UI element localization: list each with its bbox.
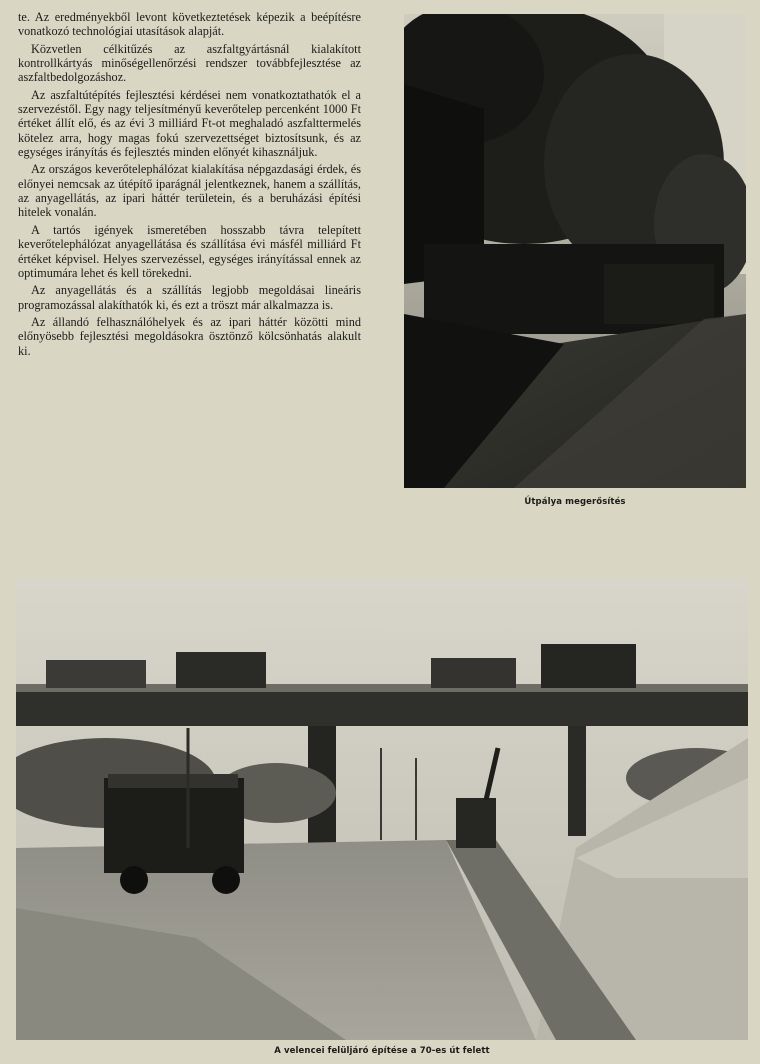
article-paragraph: Az állandó felhasználóhelyek és az ipari háttér közötti mind előnyösebb fejlesztési megoldásokra ösztönző kölcsönhatás alakult ki. — [18, 314, 361, 358]
photo-caption: Útpálya megerősítés — [524, 497, 626, 507]
photo-caption: A velencei felüljáró építése a 70-es út felett — [274, 1046, 490, 1056]
article-paragraph: Az aszfaltútépítés fejlesztési kérdései nem vonatkoztathatók el a szervezéstől. Egy nagy teljesítményű keverőtelep percenként 1000 Ft értéket állít elő, és az évi 3 milliárd Ft-ot meghaladó aszfalttermelés kötelez arra, hogy magas fokú szervezettséget biztosítsunk, és az egységes irányítás és fejlesztés minden előnyét kihasználjuk. — [18, 87, 361, 160]
article-paragraph: Közvetlen célkitűzés az aszfaltgyártásnál kialakított kontrollkártyás minőségellenőrzési rendszer továbbfejlesztése az aszfaltbedolgozáshoz. — [18, 41, 361, 85]
article-paragraph: Az országos keverőtelephálózat kialakítása népgazdasági érdek, és előnyei nemcsak az útépítő iparágnál jelentkeznek, hanem a szállítás, az anyagellátás, az ipari háttér területein, és a beruházási építési hitelek vonalán. — [18, 162, 361, 220]
article-paragraph: te. Az eredményekből levont következtetések képezik a beépítésre vonatkozó technológiai utasítások alapját. — [18, 10, 361, 39]
article-text-column — [18, 10, 361, 361]
overpass-construction-photo — [16, 578, 748, 1040]
article-paragraph: Az anyagellátás és a szállítás legjobb megoldásai lineáris programozással alakíthatók ki, és ezt a tröszt már alkalmazza is. — [18, 283, 361, 312]
article-paragraph: A tartós igények ismeretében hosszabb távra telepített keverőtelephálózat anyagellátása és szállítása évi másfél milliárd Ft értéket képvisel. Helyes szervezéssel, egységes irányítással ennek az optimumára lehet és kell törekedni. — [18, 222, 361, 280]
road-paving-photo — [404, 14, 746, 488]
